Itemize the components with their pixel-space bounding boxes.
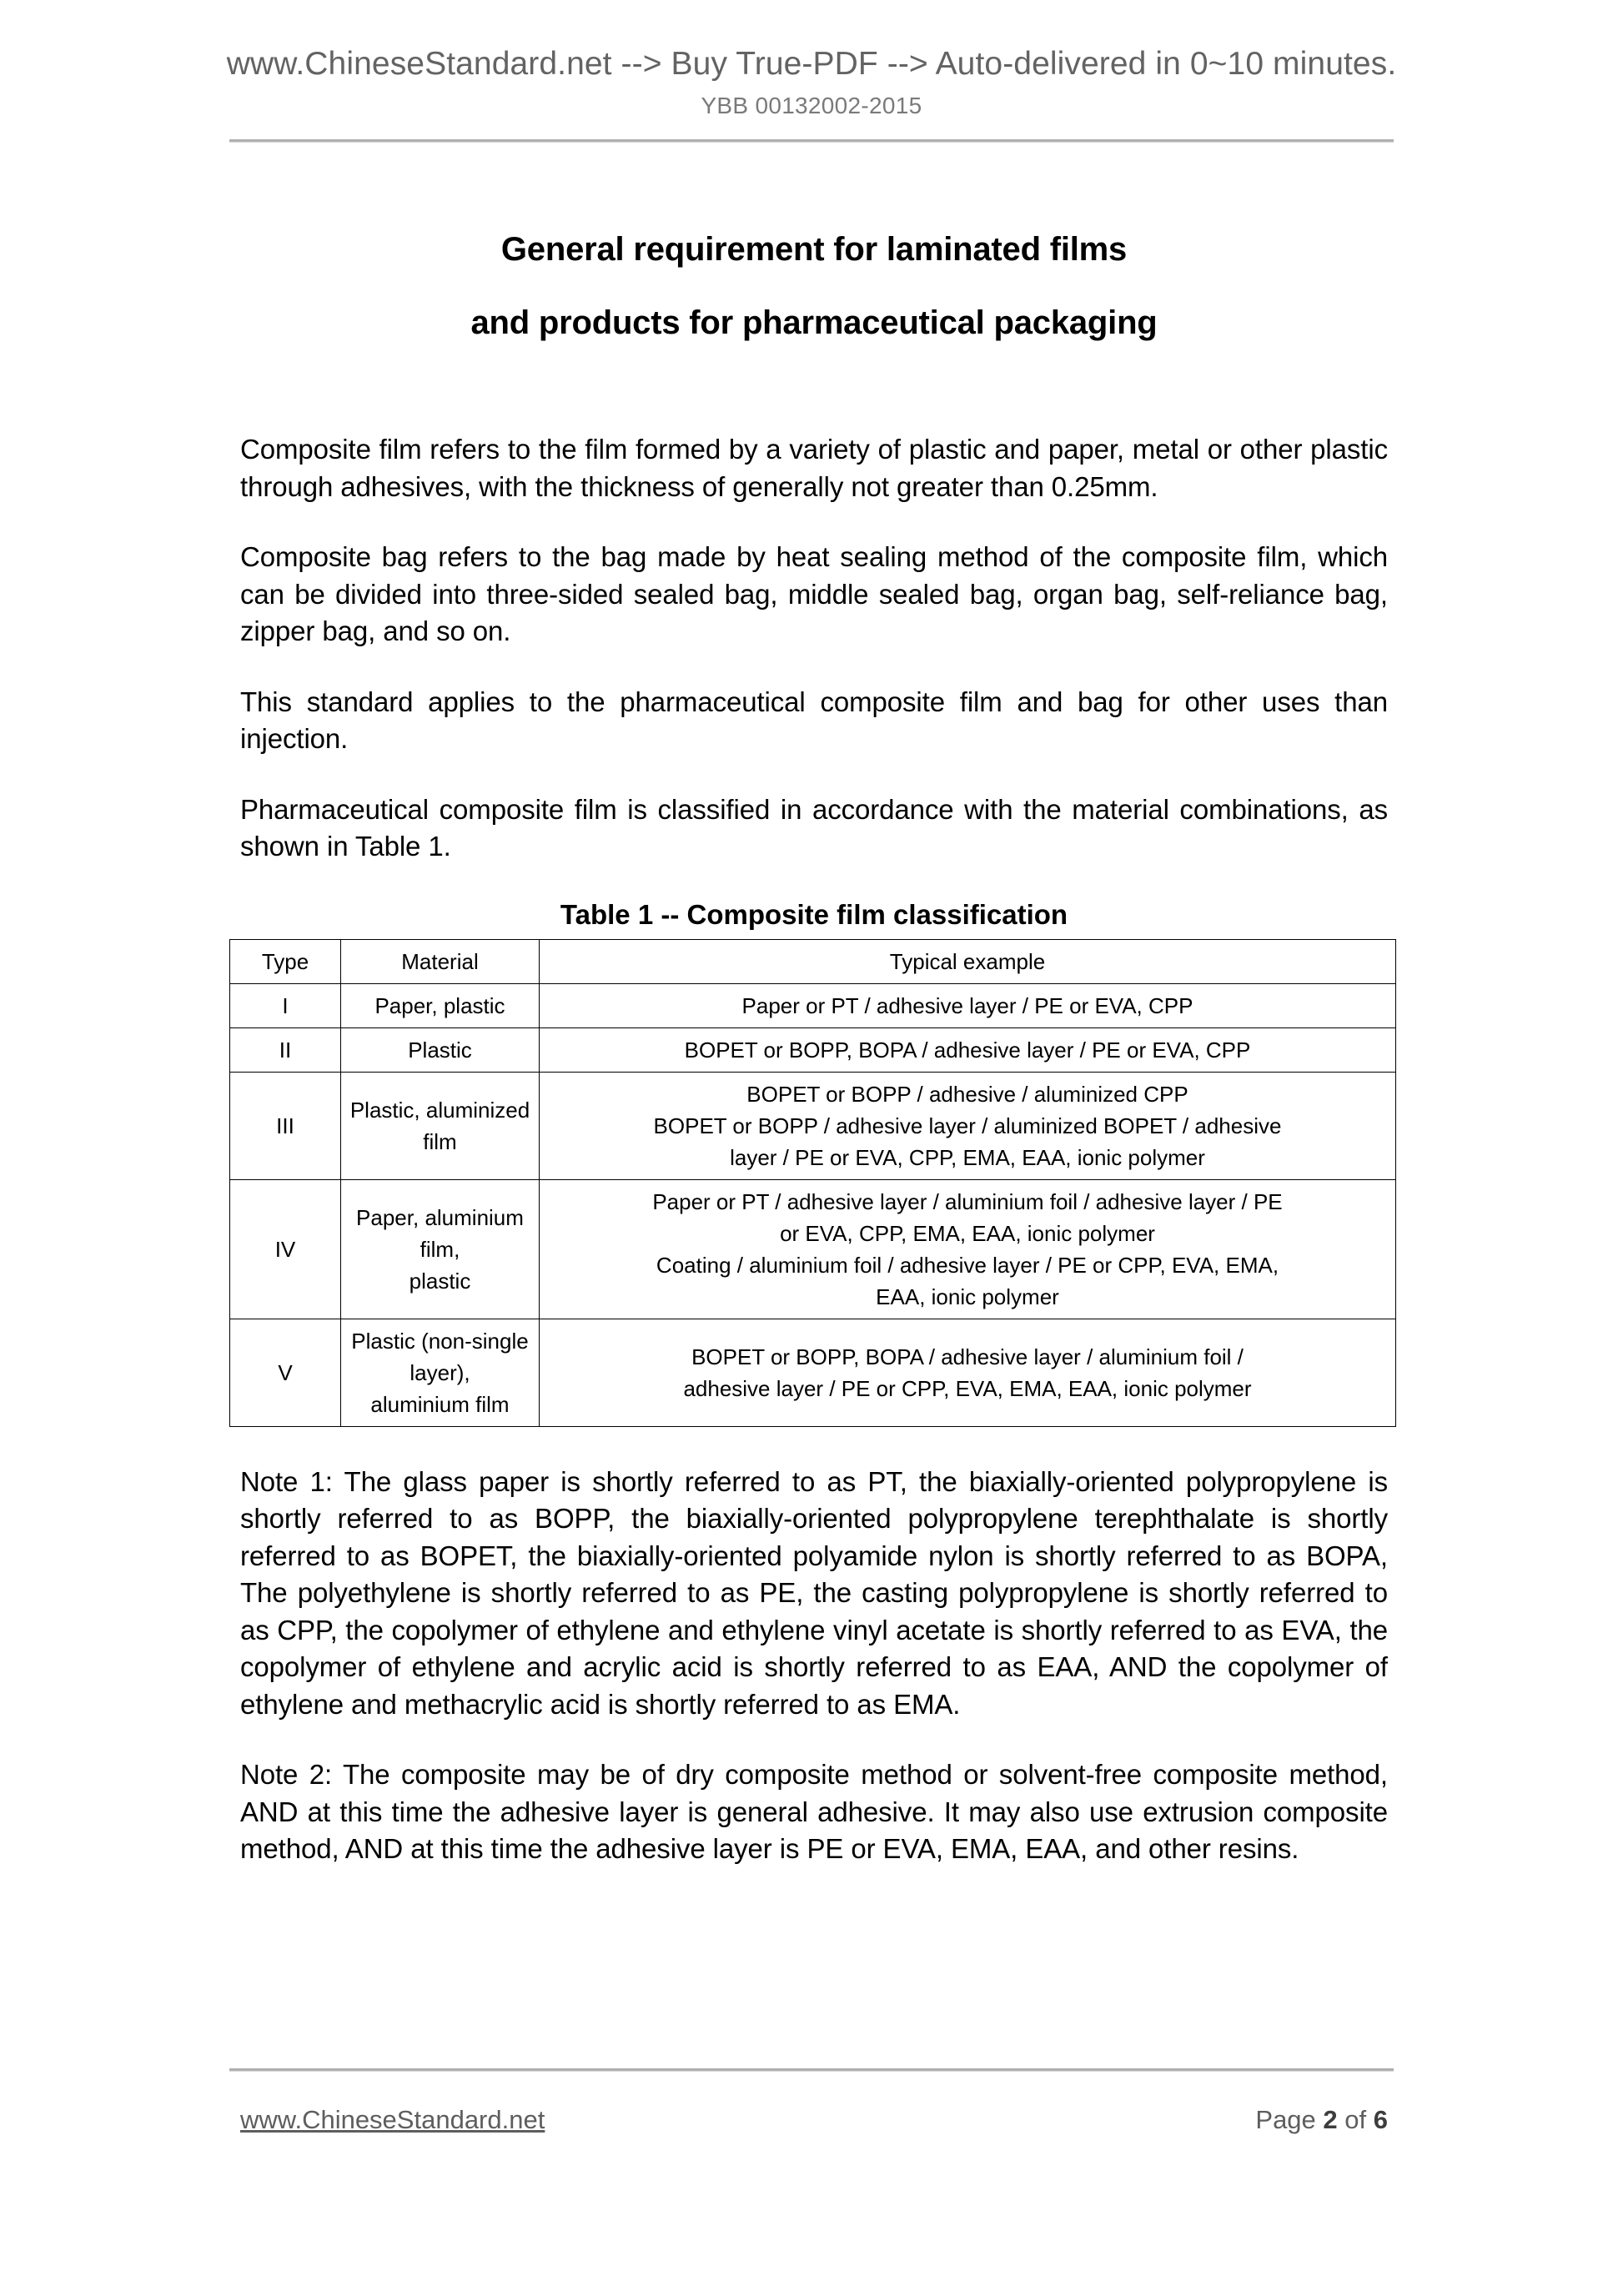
cell-material (341, 1027, 540, 1072)
material-line: Paper, plastic (374, 992, 505, 1018)
page-total-number: 6 (1373, 2105, 1388, 2134)
example-line: layer / PE or EVA, CPP, EMA, EAA, ionic polymer (730, 1144, 1205, 1170)
footer-site-link[interactable]: www.ChineseStandard.net (240, 2105, 545, 2134)
page-header (0, 0, 1623, 143)
example-line: BOPET or BOPP / adhesive / aluminized CPP (746, 1081, 1188, 1107)
cell-type: IV (230, 1179, 341, 1319)
example-line: or EVA, CPP, EMA, EAA, ionic polymer (780, 1220, 1155, 1246)
column-header-material: Material (341, 939, 540, 983)
footer-divider (229, 2068, 1394, 2072)
example-line: Paper or PT / adhesive layer / PE or EVA, CPP (741, 992, 1193, 1018)
document-body (240, 213, 1388, 1902)
cell-example (540, 1072, 1396, 1179)
table-caption: Table 1 -- Composite film classification (560, 898, 1068, 930)
page-of-label: of (1337, 2105, 1374, 2134)
cell-type: V (230, 1319, 341, 1426)
table-row (230, 1319, 1396, 1426)
cell-example (540, 1319, 1396, 1426)
paragraph-composite-bag-definition: Composite bag refers to the bag made by heat sealing method of the composite film, which can be divided into three-sided sealed bag, middle sealed bag, organ bag, self-reliance bag, zipper bag, and so on. (240, 541, 1388, 646)
header-promo-text: www.ChineseStandard.net --> Buy True-PDF --> Auto-delivered in 0~10 minutes. (226, 46, 1397, 82)
paragraph-classification-intro: Pharmaceutical composite film is classified in accordance with the material combinations, as shown in Table 1. (240, 793, 1388, 862)
cell-example (540, 1179, 1396, 1319)
table-row (230, 1027, 1396, 1072)
table-body (230, 939, 1396, 1426)
note-2: Note 2: The composite may be of dry composite method or solvent-free composite method, AND at this time the adhesive layer is general adhesive. It may also use extrusion composite method, AND at this time the adhesive layer is PE or EVA, EMA, EAA, and other resins. (240, 1759, 1388, 1864)
table-row (230, 1072, 1396, 1179)
table-row (230, 1179, 1396, 1319)
page-prefix-label: Page (1255, 2105, 1324, 2134)
header-divider (229, 139, 1394, 143)
example-line: Coating / aluminium foil / adhesive layer / PE or CPP, EVA, EMA, (656, 1252, 1279, 1278)
material-line: aluminium film (370, 1391, 510, 1417)
title-spacer (240, 359, 1388, 431)
cell-type: III (230, 1072, 341, 1179)
material-line: Paper, aluminium film, (356, 1204, 524, 1262)
note-1: Note 1: The glass paper is shortly referred to as PT, the biaxially-oriented polypropylene is shortly referred to as BOPP, the biaxially-oriented polypropylene terephthalate is shortly referred to as BOPET, the biaxially-oriented polyamide nylon is shortly referred to as BOPA, The polyethylene is shortly referred to as PE, the casting polypropylene is shortly referred to as CPP, the copolymer of ethylene and ethylene vinyl acetate is shortly referred to as EVA, the copolymer of ethylene and acrylic acid is shortly referred to as EAA, AND the copolymer of ethylene and methacrylic acid is shortly referred to as EMA. (240, 1465, 1388, 1720)
table-row (230, 983, 1396, 1027)
page-title-line1: General requirement for laminated films (500, 231, 1128, 268)
example-line: adhesive layer / PE or CPP, EVA, EMA, EAA, ionic polymer (683, 1375, 1252, 1401)
cell-example (540, 1027, 1396, 1072)
column-header-example: Typical example (540, 939, 1396, 983)
column-header-type: Type (230, 939, 341, 983)
paragraph-scope: This standard applies to the pharmaceutical composite film and bag for other uses than injection. (240, 686, 1388, 754)
cell-type: I (230, 983, 341, 1027)
example-line: Paper or PT / adhesive layer / aluminium foil / adhesive layer / PE (652, 1188, 1283, 1214)
footer-row (240, 2105, 1388, 2135)
table-header-row (230, 939, 1396, 983)
cell-material (341, 1072, 540, 1179)
page-title-line2: and products for pharmaceutical packaging (470, 304, 1158, 341)
cell-example (540, 983, 1396, 1027)
example-line: BOPET or BOPP, BOPA / adhesive layer / PE or EVA, CPP (684, 1037, 1251, 1063)
cell-type: II (230, 1027, 341, 1072)
example-line: BOPET or BOPP, BOPA / adhesive layer / aluminium foil / (691, 1344, 1244, 1369)
material-line: plastic (409, 1268, 471, 1294)
cell-material (341, 983, 540, 1027)
example-line: EAA, ionic polymer (876, 1284, 1059, 1309)
cell-material (341, 1319, 540, 1426)
material-line: Plastic (non-single layer), (351, 1328, 529, 1385)
standard-code: YBB 00132002-2015 (701, 93, 922, 118)
page-current-number: 2 (1323, 2105, 1338, 2134)
page-number-indicator (1255, 2105, 1388, 2135)
composite-film-classification-table (229, 939, 1396, 1427)
example-line: BOPET or BOPP / adhesive layer / aluminized BOPET / adhesive (653, 1113, 1282, 1138)
table-bottom-spacer (240, 1427, 1388, 1464)
cell-material (341, 1179, 540, 1319)
material-line: Plastic (408, 1037, 472, 1063)
paragraph-composite-film-definition: Composite film refers to the film formed by a variety of plastic and paper, metal or other plastic through adhesives, with the thickness of generally not greater than 0.25mm. (240, 434, 1388, 502)
page-title (240, 213, 1388, 359)
page-footer (240, 2068, 1388, 2135)
material-line: Plastic, aluminized film (349, 1097, 530, 1154)
